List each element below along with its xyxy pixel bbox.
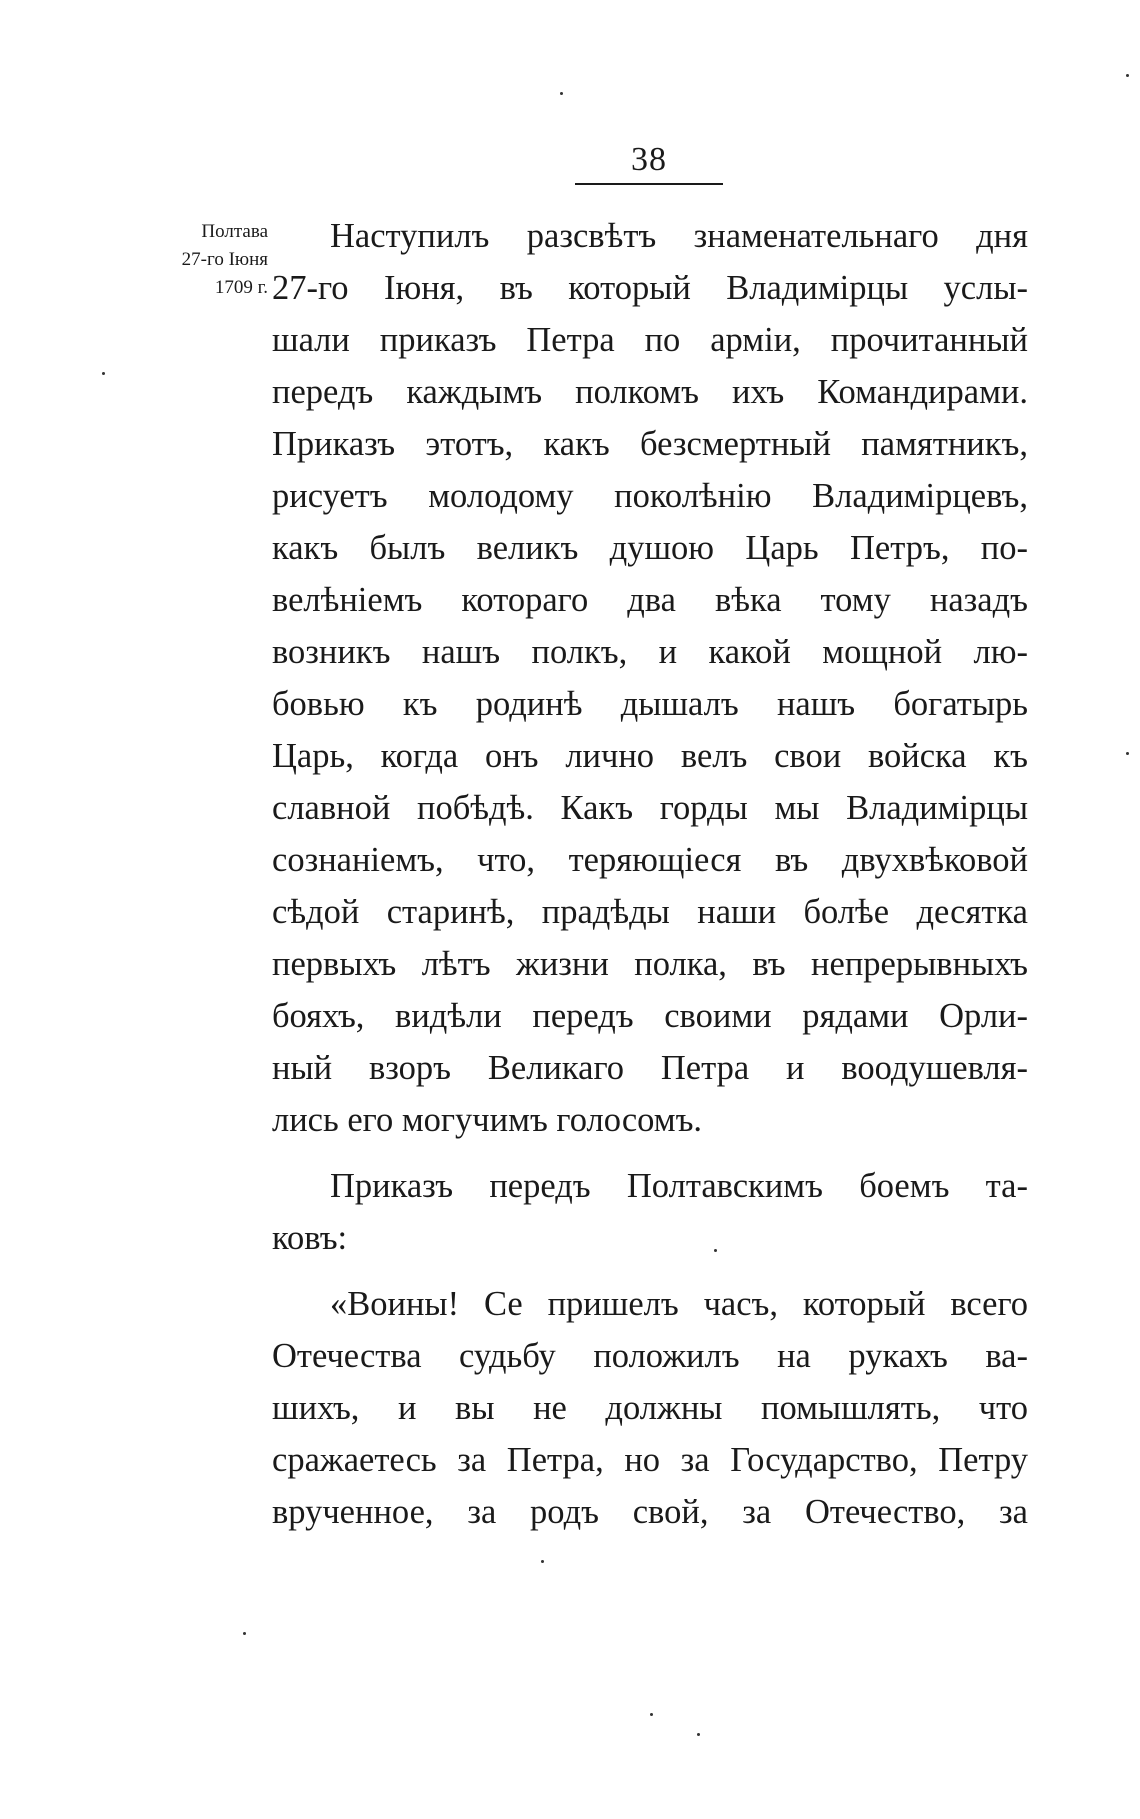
text-line: лись его могучимъ голосомъ. (272, 1101, 703, 1139)
text-line: «Воины! Се пришелъ часъ, который всего (330, 1285, 1028, 1323)
scan-speck (243, 1632, 246, 1635)
text-line: передъ каждымъ полкомъ ихъ Командирами. (272, 373, 1028, 411)
text-line: первыхъ лѣтъ жизни полка, въ непрерывныхъ (272, 945, 1028, 983)
text-line: Отечества судьбу положилъ на рукахъ ва- (272, 1337, 1028, 1375)
text-line: шали приказъ Петра по арміи, прочитанный (272, 321, 1028, 359)
scan-speck (650, 1713, 653, 1716)
header-rule (575, 183, 723, 185)
text-line: Приказъ передъ Полтавскимъ боемъ та- (330, 1167, 1028, 1205)
margin-note (118, 218, 268, 302)
scan-speck (1126, 752, 1129, 755)
text-line: шихъ, и вы не должны помышлять, что (272, 1389, 1028, 1427)
text-line: ковъ: (272, 1219, 348, 1257)
text-line: какъ былъ великъ душою Царь Петръ, по- (272, 529, 1028, 567)
text-line: сѣдой старинѣ, прадѣды наши болѣе десятка (272, 893, 1028, 931)
paragraph-order-intro (272, 1160, 1028, 1264)
text-line: велѣніемъ котораго два вѣка тому назадъ (272, 581, 1028, 619)
text-line: Царь, когда онъ лично велъ свои войска къ (272, 737, 1028, 775)
page-number: 38 (631, 141, 667, 178)
margin-note-year: 1709 г. (214, 277, 268, 298)
margin-note-place: Полтава (201, 221, 268, 242)
text-line: врученное, за родъ свой, за Отечество, за (272, 1493, 1028, 1531)
text-line: сознаніемъ, что, теряющіеся въ двухвѣковой (272, 841, 1028, 879)
text-line: рисуетъ молодому поколѣнію Владимірцевъ, (272, 477, 1028, 515)
scan-speck (560, 92, 563, 95)
text-line: бояхъ, видѣли передъ своими рядами Орли- (272, 997, 1028, 1035)
scan-speck (697, 1733, 700, 1736)
body-text (272, 210, 1028, 1538)
text-line: ный взоръ Великаго Петра и воодушевля- (272, 1049, 1028, 1087)
text-line: Наступилъ разсвѣтъ знаменательнаго дня (330, 217, 1028, 255)
text-line: Приказъ этотъ, какъ безсмертный памятникъ, (272, 425, 1028, 463)
text-line: сражаетесь за Петра, но за Государство, Петру (272, 1441, 1028, 1479)
scan-speck (102, 372, 105, 375)
text-line: возникъ нашъ полкъ, и какой мощной лю- (272, 633, 1028, 671)
text-line: славной побѣдѣ. Какъ горды мы Владимірцы (272, 789, 1028, 827)
margin-note-date: 27-го Іюня (181, 249, 268, 270)
paragraph-order-quote (272, 1278, 1028, 1538)
scan-speck (1126, 74, 1129, 77)
text-line: бовью къ родинѣ дышалъ нашъ богатырь (272, 685, 1028, 723)
text-line: 27-го Іюня, въ который Владимірцы услы- (272, 269, 1028, 307)
scan-speck (714, 1249, 717, 1252)
paragraph-dawn (272, 210, 1028, 1146)
scan-speck (541, 1560, 544, 1563)
